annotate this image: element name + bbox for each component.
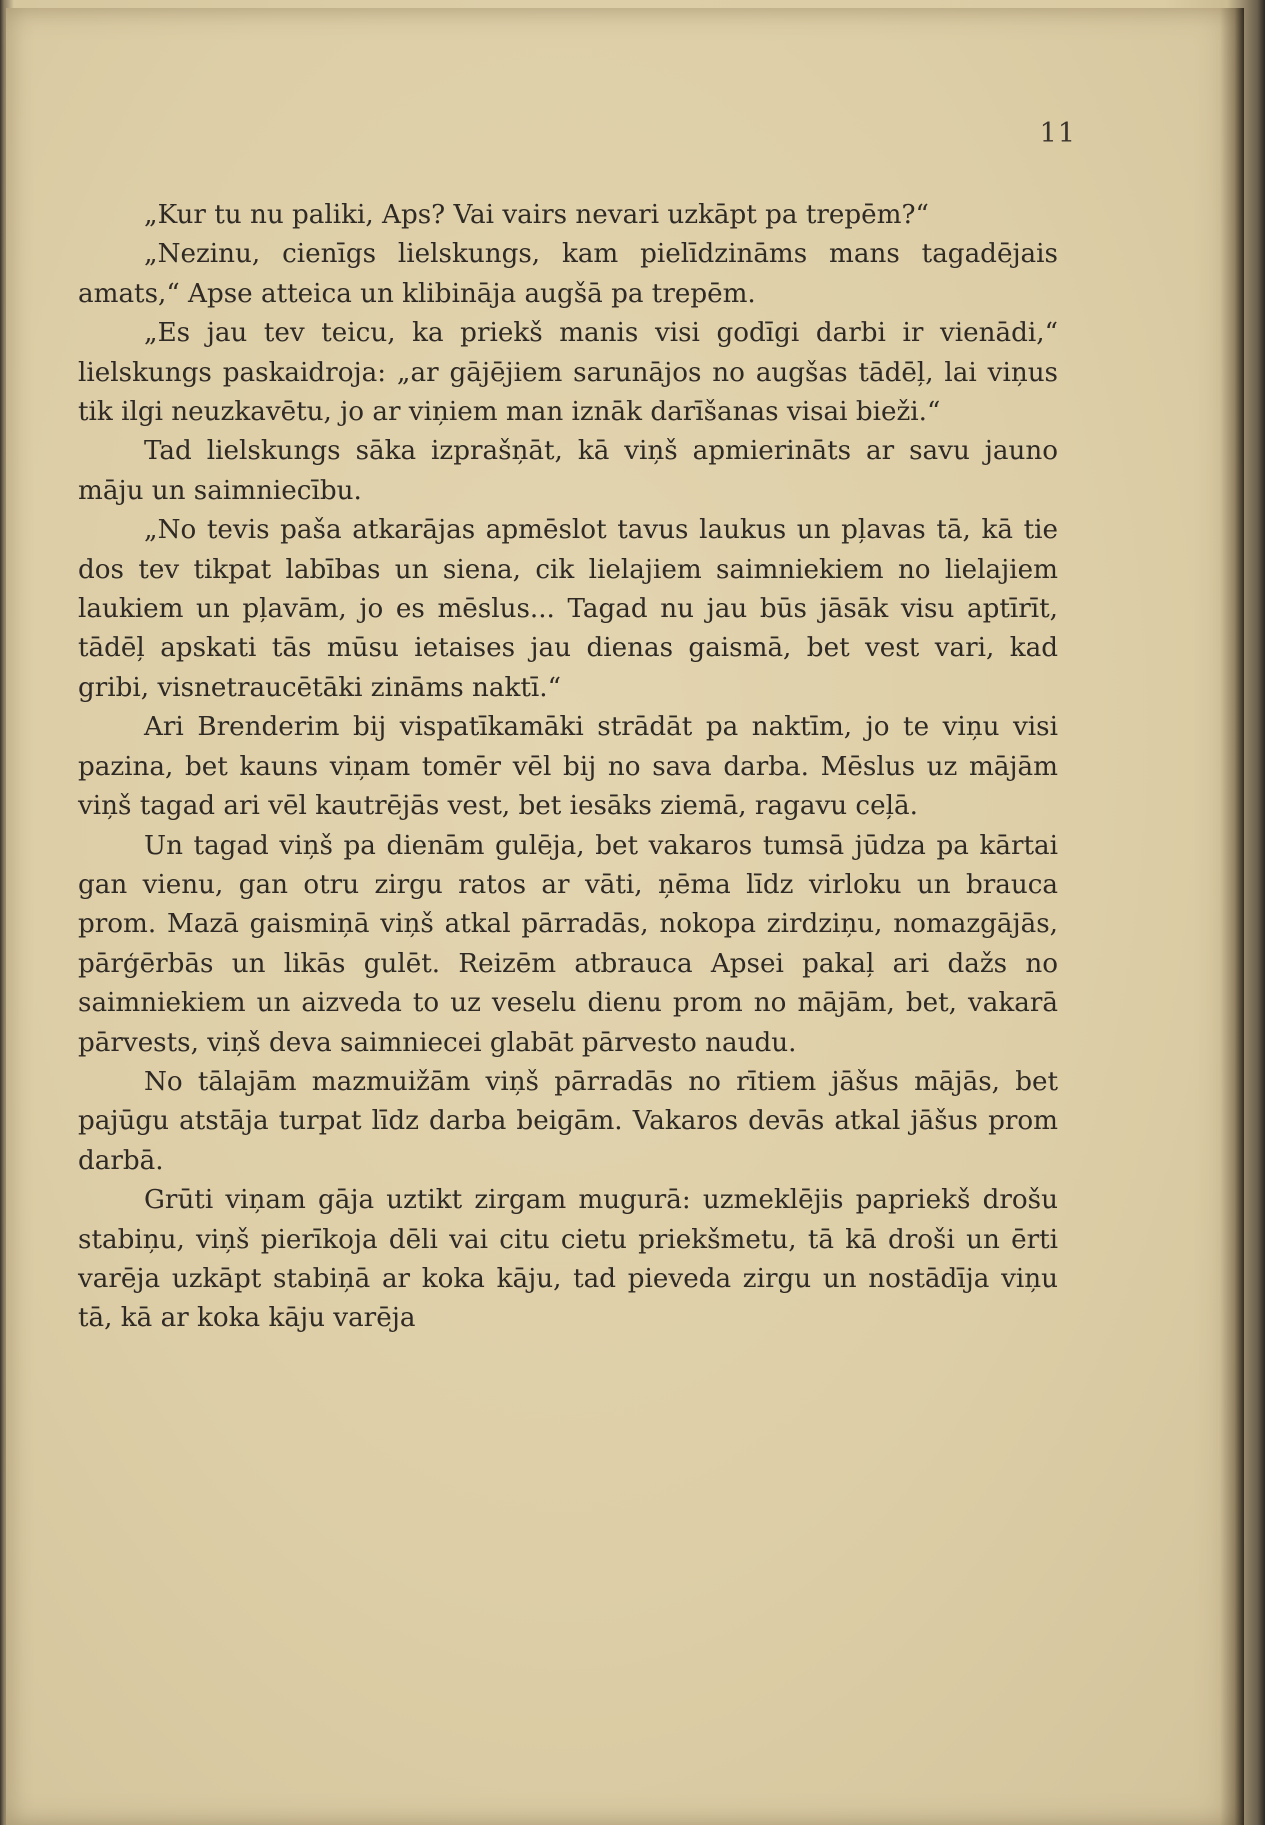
page-binding-shadow (1220, 8, 1244, 1825)
paragraph: No tālajām mazmuižām viņš pārradās no rītiem jāšus mājās, bet pajūgu atstāja turpat līdz darba beigām. Vakaros devās atkal jāšus prom darbā. (78, 1066, 1058, 1176)
paragraph: Ari Brenderim bij vispatīkamāki strādāt pa naktīm, jo te viņu visi pazina, bet kauns viņam tomēr vēl bij no sava darba. Mēslus uz mājām viņš tagad ari vēl kautrējās vest, bet iesāks ziemā, ragavu ceļā. (78, 712, 1058, 822)
paragraph: Un tagad viņš pa dienām gulēja, bet vakaros tumsā jūdza pa kārtai gan vienu, gan otru zirgu ratos ar vāti, ņēma līdz virloku un brauca prom. Mazā gaismiņā viņš atkal pārradās, nokopa zirdziņu, nomazgājās, pārģērbās un likās gulēt. Reizēm atbrauca Apsei pakaļ ari dažs no saimniekiem un aizveda to uz veselu dienu prom no mājām, bet, vakarā pārvests, viņš deva saimniecei glabāt pārvesto naudu. (78, 830, 1058, 1058)
paragraph: Grūti viņam gāja uztikt zirgam mugurā: uzmeklējis papriekš drošu stabiņu, viņš pierīkoja dēli vai citu cietu priekšmetu, tā kā droši un ērti varēja uzkāpt stabiņā ar koka kāju, tad pieveda zirgu un nostādīja viņu tā, kā ar koka kāju varēja (78, 1185, 1058, 1334)
book-page (6, 8, 1244, 1825)
paragraph: „Es jau tev teicu, ka priekš manis visi godīgi darbi ir vienādi,“ lielskungs paskaidroja: „ar gājējiem sarunājos no augšas tādēļ, lai viņus tik ilgi neuzkavētu, jo ar viņiem man iznāk darīšanas visai bieži.“ (78, 318, 1058, 428)
paragraph: Tad lielskungs sāka izprašņāt, kā viņš apmierināts ar savu jauno māju un saimniecību. (78, 436, 1058, 506)
body-text (78, 196, 1058, 1339)
page-number: 11 (1039, 118, 1076, 149)
paragraph: „Nezinu, cienīgs lielskungs, kam pielīdzināms mans tagadējais amats,“ Apse atteica un klibināja augšā pa trepēm. (78, 239, 1058, 309)
paragraph: „Kur tu nu paliki, Aps? Vai vairs nevari uzkāpt pa trepēm?“ (144, 200, 929, 230)
paragraph: „No tevis paša atkarājas apmēslot tavus laukus un pļavas tā, kā tie dos tev tikpat labības un siena, cik lielajiem saimniekiem no lielajiem laukiem un pļavām, jo es mēslus... Tagad nu jau būs jāsāk visu aptīrīt, tādēļ apskati tās mūsu ietaises jau dienas gaismā, bet vest vari, kad gribi, visnetraucētāki zināms naktī.“ (78, 515, 1058, 703)
